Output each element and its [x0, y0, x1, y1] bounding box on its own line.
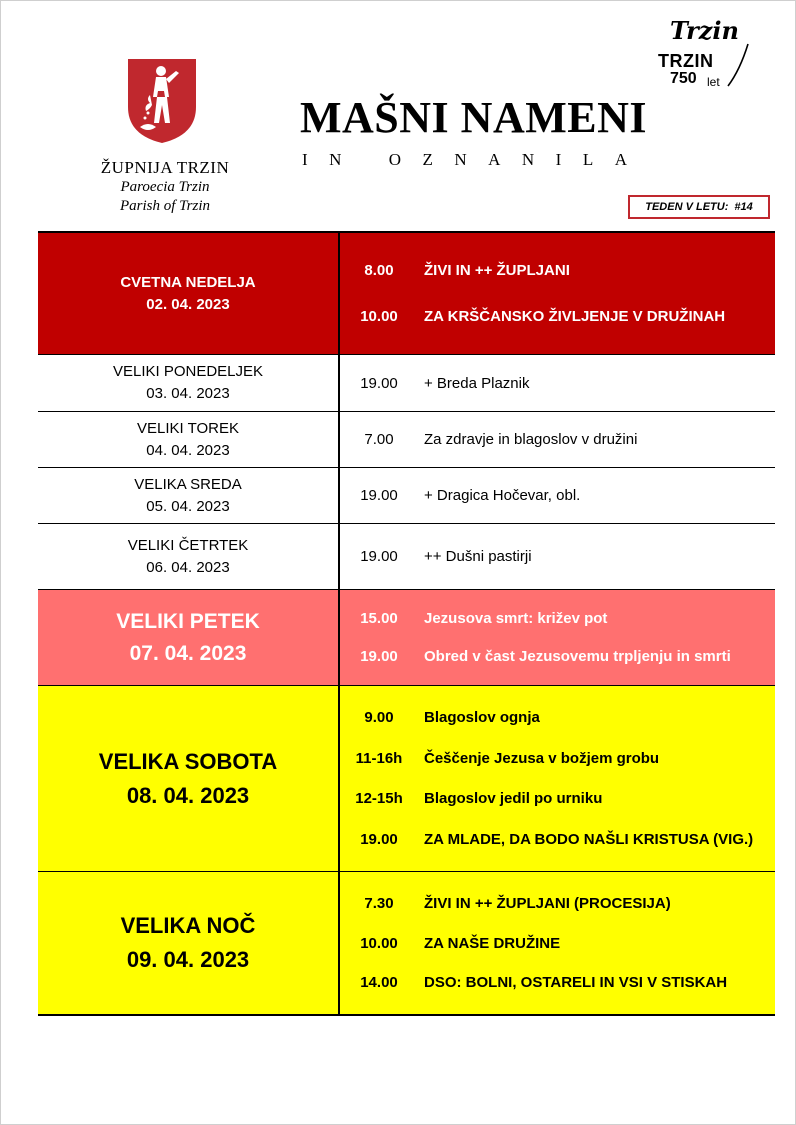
mass-entry: [340, 790, 775, 807]
mass-time: 8.00: [364, 262, 394, 279]
day-date: 04. 04. 2023: [146, 441, 230, 459]
logo-swoosh-icon: [726, 40, 766, 90]
mass-intention: + Dragica Hočevar, obl.: [424, 487, 581, 504]
mass-time: 7.30: [364, 894, 394, 912]
masses-cell: [340, 524, 775, 589]
mass-time: 14.00: [360, 974, 398, 992]
schedule-row: [38, 468, 775, 524]
mass-time: 10.00: [360, 934, 398, 952]
week-label: TEDEN V LETU:: [645, 201, 729, 213]
page-title: MAŠNI NAMENI: [300, 93, 647, 142]
mass-intention: Blagoslov ognja: [424, 709, 540, 727]
parish-name-english: Parish of Trzin: [119, 198, 211, 214]
day-cell: [38, 468, 340, 523]
day-date: 09. 04. 2023: [126, 947, 250, 972]
schedule-row: [38, 355, 775, 412]
mass-entry: [340, 308, 775, 325]
day-name: VELIKI PETEK: [116, 609, 260, 633]
day-cell: [38, 233, 340, 354]
week-number: #14: [734, 201, 753, 213]
mass-intention: ZA KRŠČANSKO ŽIVLJENJE V DRUŽINAH: [424, 308, 726, 325]
mass-time: 19.00: [360, 548, 398, 565]
masses-cell: [340, 233, 775, 354]
day-name: VELIKA SREDA: [134, 475, 242, 493]
mass-entry: [340, 610, 775, 627]
mass-schedule-table: [38, 231, 775, 1016]
mass-entry: [340, 648, 775, 665]
mass-entry: [340, 935, 775, 952]
day-name: VELIKI ČETRTEK: [127, 536, 249, 554]
day-cell: [38, 686, 340, 871]
mass-entry: [340, 375, 775, 392]
masses-cell: [340, 355, 775, 411]
mass-intention: Češčenje Jezusa v božjem grobu: [424, 749, 660, 767]
masses-cell: [340, 468, 775, 523]
day-date: 03. 04. 2023: [146, 385, 230, 402]
day-cell: [38, 524, 340, 589]
mass-time: 19.00: [360, 374, 398, 392]
mass-time: 19.00: [360, 647, 398, 665]
mass-entry: [340, 831, 775, 848]
mass-intention: ŽIVI IN ++ ŽUPLJANI (PROCESIJA): [424, 894, 671, 912]
day-date: 05. 04. 2023: [146, 497, 230, 515]
day-date: 02. 04. 2023: [146, 295, 230, 313]
mass-intention: DSO: BOLNI, OSTARELI IN VSI V STISKAH: [424, 974, 728, 992]
day-name: CVETNA NEDELJA: [120, 273, 256, 291]
mass-time: 10.00: [360, 308, 398, 325]
day-name: VELIKI TOREK: [137, 419, 239, 437]
schedule-row: [38, 524, 775, 590]
parish-name-slovene: ŽUPNIJA TRZIN: [100, 158, 230, 177]
mass-entry: [340, 750, 775, 767]
day-date: 06. 04. 2023: [146, 558, 230, 576]
masses-cell: [340, 686, 775, 871]
mass-entry: [340, 709, 775, 726]
mass-time: 19.00: [360, 487, 398, 504]
mass-entry: [340, 262, 775, 279]
mass-time: 19.00: [360, 830, 398, 848]
day-cell: [38, 355, 340, 411]
logo-signature: Trzin: [670, 16, 739, 45]
day-cell: [38, 872, 340, 1014]
masses-cell: [340, 872, 775, 1014]
schedule-row: [38, 872, 775, 1014]
logo-name: TRZIN: [658, 51, 714, 71]
mass-time: 11-16h: [355, 749, 403, 767]
day-cell: [38, 412, 340, 467]
mass-time: 7.00: [364, 431, 394, 448]
mass-intention: + Breda Plaznik: [424, 374, 530, 392]
logo-years-label: let: [707, 75, 720, 89]
mass-time: 15.00: [360, 610, 398, 628]
schedule-row: [38, 686, 775, 872]
mass-time: 12-15h: [355, 790, 403, 808]
day-date: 08. 04. 2023: [126, 782, 250, 808]
parish-crest-icon: [126, 57, 198, 145]
mass-entry: [340, 487, 775, 504]
mass-entry: [340, 431, 775, 448]
schedule-row: [38, 590, 775, 686]
masses-cell: [340, 412, 775, 467]
trzin-750-logo: [650, 14, 790, 94]
masses-cell: [340, 590, 775, 685]
logo-years: 750: [670, 70, 697, 87]
mass-intention: Obred v čast Jezusovemu trpljenju in smrti: [424, 647, 731, 665]
day-name: VELIKA SOBOTA: [98, 748, 278, 774]
mass-entry: [340, 895, 775, 912]
mass-intention: ZA NAŠE DRUŽINE: [424, 934, 561, 952]
schedule-row: [38, 412, 775, 468]
page-subtitle: IN OZNANILA: [302, 150, 649, 169]
day-name: VELIKA NOČ: [120, 913, 256, 938]
mass-intention: ++ Dušni pastirji: [424, 548, 532, 565]
parish-name-latin: Paroecia Trzin: [120, 179, 210, 195]
mass-time: 9.00: [364, 709, 394, 727]
day-name: VELIKI PONEDELJEK: [112, 363, 264, 380]
mass-intention: ZA MLADE, DA BODO NAŠLI KRISTUSA (VIG.): [424, 830, 754, 848]
week-of-year-box: [628, 195, 770, 219]
day-date: 07. 04. 2023: [129, 641, 247, 665]
mass-entry: [340, 548, 775, 565]
mass-intention: ŽIVI IN ++ ŽUPLJANI: [424, 262, 570, 279]
mass-intention: Blagoslov jedil po urniku: [424, 790, 603, 808]
day-cell: [38, 590, 340, 685]
mass-intention: Jezusova smrt: križev pot: [424, 610, 608, 628]
schedule-row: [38, 233, 775, 355]
parish-name: [80, 158, 250, 216]
mass-entry: [340, 974, 775, 991]
mass-intention: Za zdravje in blagoslov v družini: [424, 431, 638, 448]
